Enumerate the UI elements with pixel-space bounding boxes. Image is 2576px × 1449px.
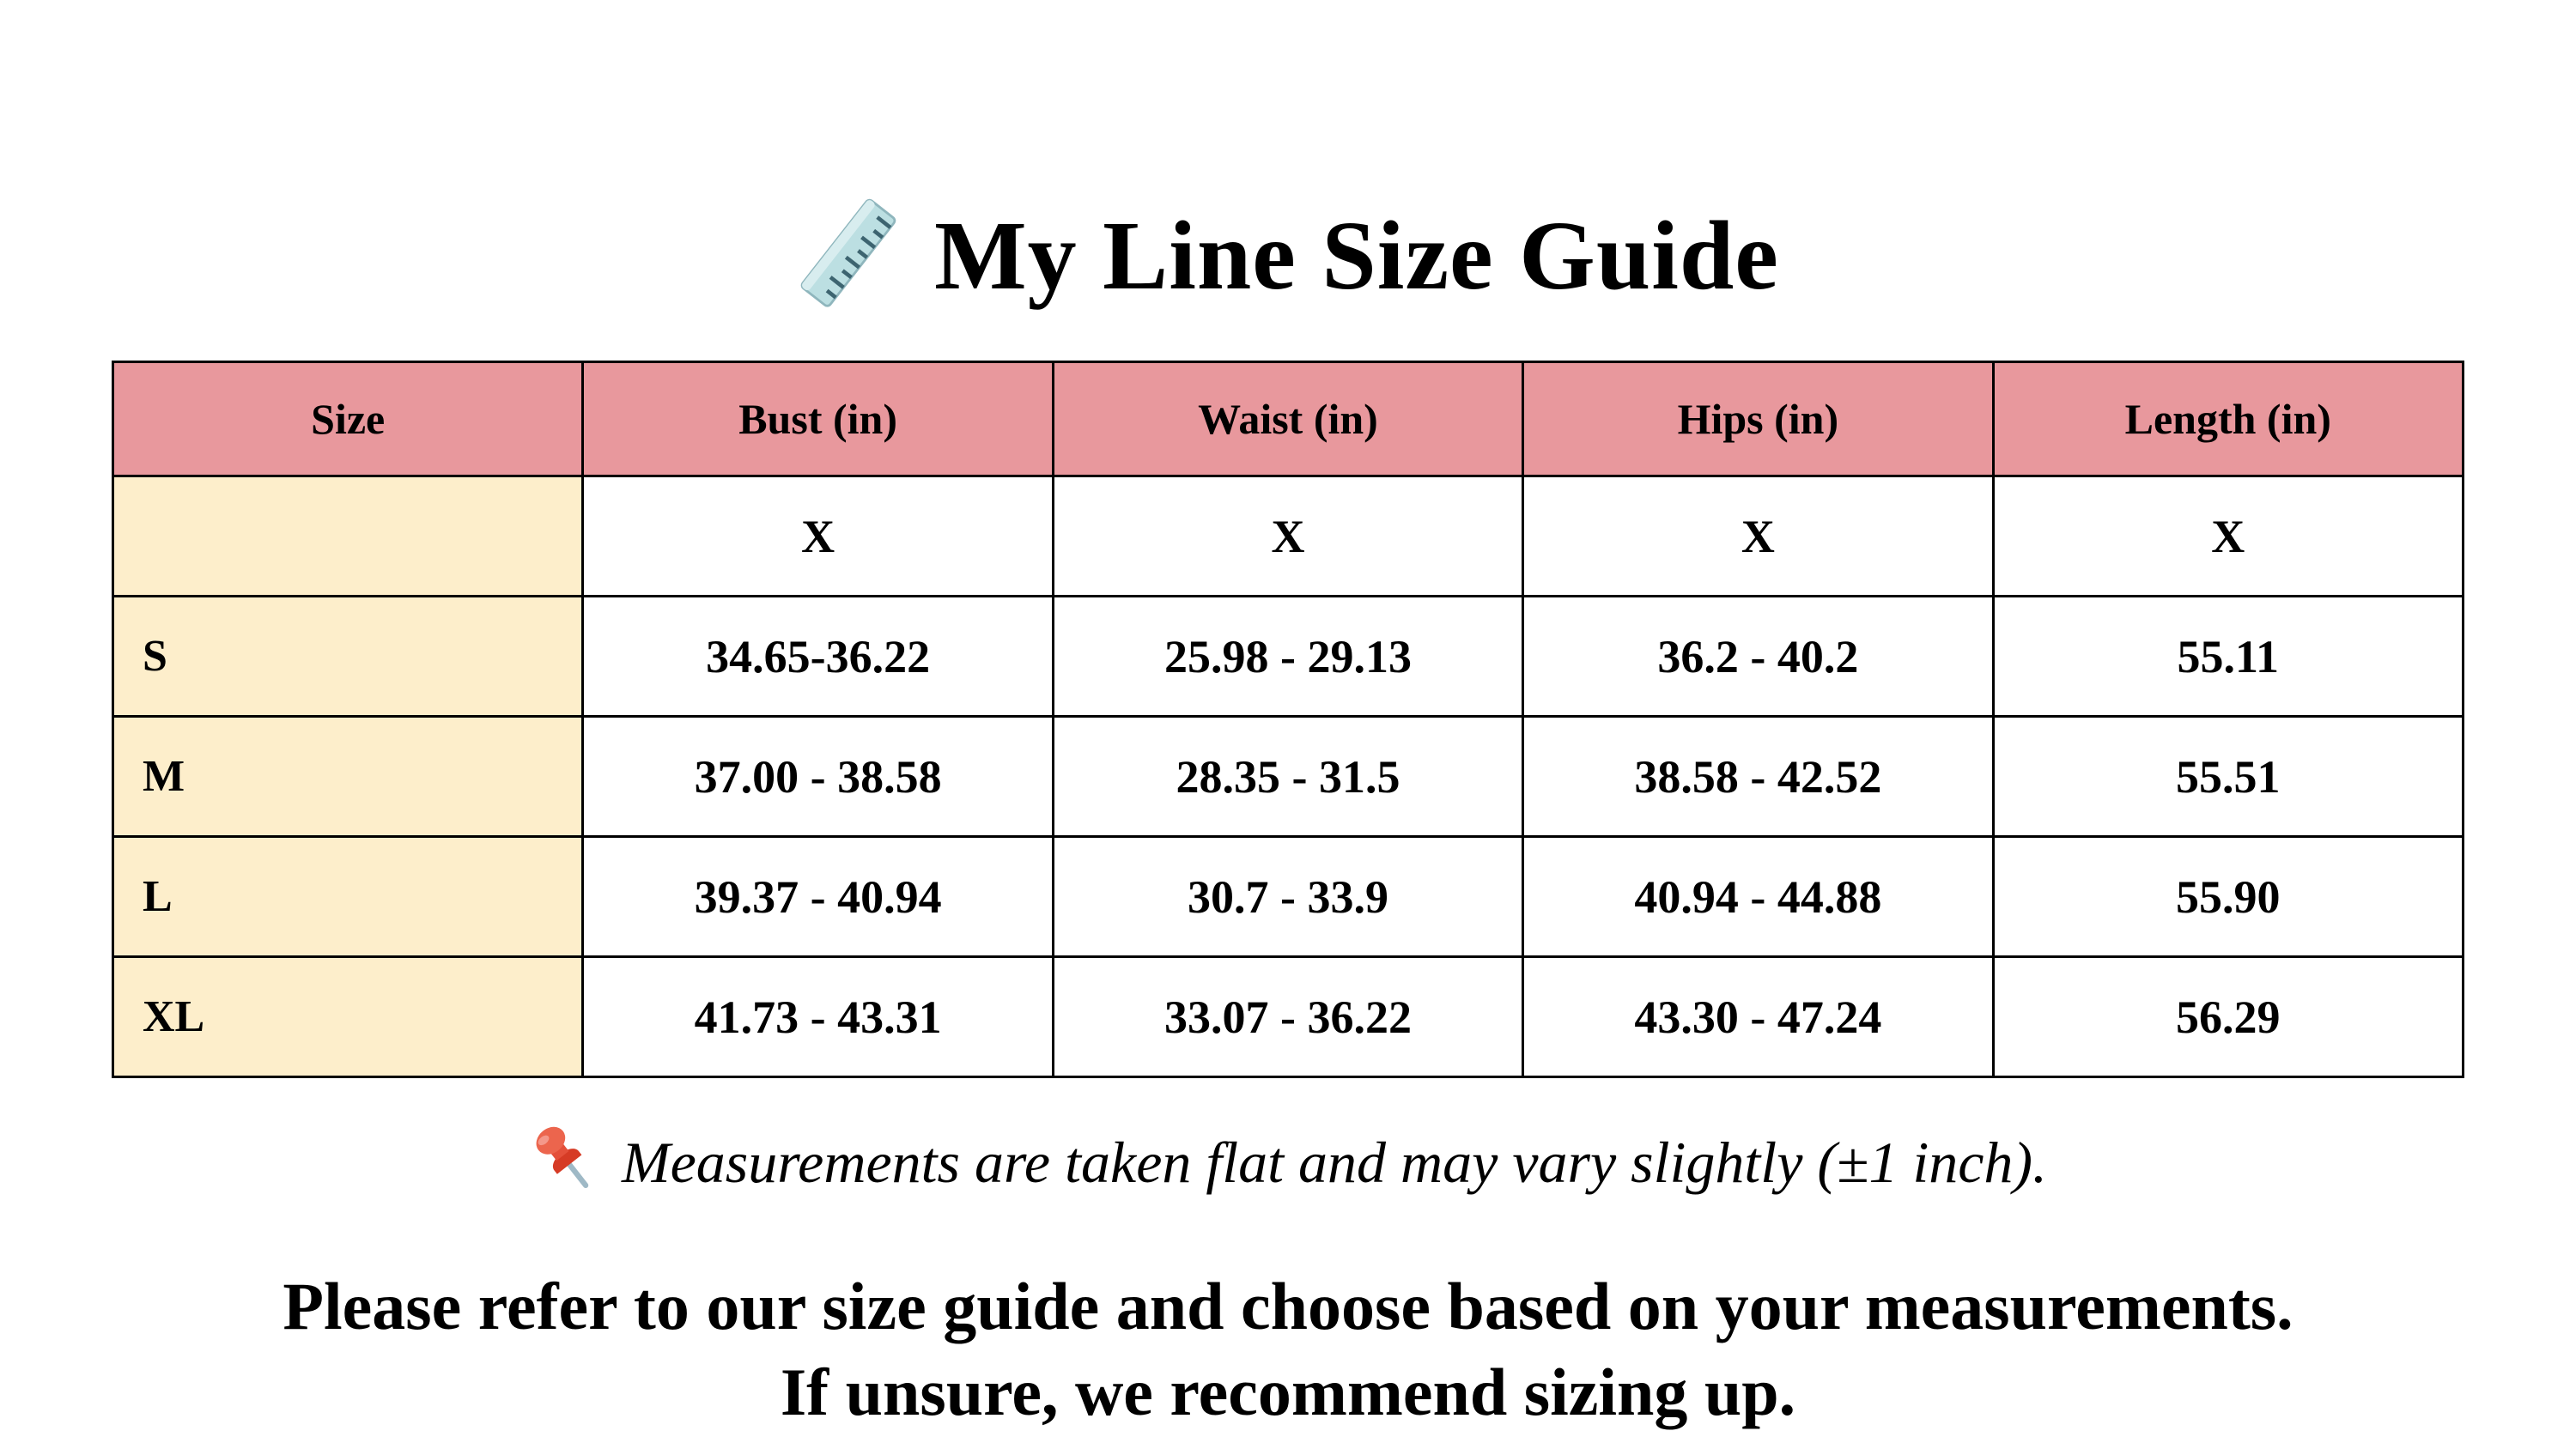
cell-s-size: S bbox=[113, 597, 583, 717]
measurement-note: Measurements are taken flat and may vary slightly (±1 inch). bbox=[621, 1129, 2048, 1195]
table-row-l bbox=[113, 837, 2464, 957]
page-title-row bbox=[0, 193, 2576, 318]
cell-x-length: X bbox=[1993, 476, 2463, 597]
cell-s-length: 55.11 bbox=[1993, 597, 2463, 717]
cell-m-bust: 37.00 - 38.58 bbox=[583, 717, 1053, 837]
table-row-s bbox=[113, 597, 2464, 717]
cell-m-size: M bbox=[113, 717, 583, 837]
cell-s-bust: 34.65-36.22 bbox=[583, 597, 1053, 717]
cell-l-length: 55.90 bbox=[1993, 837, 2463, 957]
cell-l-bust: 39.37 - 40.94 bbox=[583, 837, 1053, 957]
measurement-note-row bbox=[0, 1128, 2576, 1197]
size-guide-table bbox=[112, 361, 2464, 1078]
cell-s-hips: 36.2 - 40.2 bbox=[1523, 597, 1993, 717]
cell-l-hips: 40.94 - 44.88 bbox=[1523, 837, 1993, 957]
size-advice-line-2: If unsure, we recommend sizing up. bbox=[780, 1354, 1796, 1429]
cell-m-waist: 28.35 - 31.5 bbox=[1053, 717, 1522, 837]
size-advice-block bbox=[0, 1264, 2576, 1435]
cell-xl-bust: 41.73 - 43.31 bbox=[583, 957, 1053, 1077]
cell-m-hips: 38.58 - 42.52 bbox=[1523, 717, 1993, 837]
col-header-size: Size bbox=[113, 362, 583, 476]
col-header-hips: Hips (in) bbox=[1523, 362, 1993, 476]
size-guide-page bbox=[0, 193, 2576, 1449]
cell-xl-size: XL bbox=[113, 957, 583, 1077]
cell-x-bust: X bbox=[583, 476, 1053, 597]
cell-s-waist: 25.98 - 29.13 bbox=[1053, 597, 1522, 717]
cell-xl-length: 56.29 bbox=[1993, 957, 2463, 1077]
cell-x-hips: X bbox=[1523, 476, 1993, 597]
ruler-icon bbox=[797, 202, 900, 309]
pushpin-icon bbox=[529, 1123, 599, 1197]
cell-l-waist: 30.7 - 33.9 bbox=[1053, 837, 1522, 957]
cell-m-length: 55.51 bbox=[1993, 717, 2463, 837]
cell-x-waist: X bbox=[1053, 476, 1522, 597]
table-header-row bbox=[113, 362, 2464, 476]
cell-x-size bbox=[113, 476, 583, 597]
col-header-length: Length (in) bbox=[1993, 362, 2463, 476]
cell-l-size: L bbox=[113, 837, 583, 957]
cell-xl-hips: 43.30 - 47.24 bbox=[1523, 957, 1993, 1077]
col-header-waist: Waist (in) bbox=[1053, 362, 1522, 476]
cell-xl-waist: 33.07 - 36.22 bbox=[1053, 957, 1522, 1077]
page-title: My Line Size Guide bbox=[934, 200, 1779, 310]
col-header-bust: Bust (in) bbox=[583, 362, 1053, 476]
table-row-m bbox=[113, 717, 2464, 837]
table-row-x bbox=[113, 476, 2464, 597]
size-advice-line-1: Please refer to our size guide and choose based on your measurements. bbox=[283, 1269, 2293, 1343]
table-row-xl bbox=[113, 957, 2464, 1077]
